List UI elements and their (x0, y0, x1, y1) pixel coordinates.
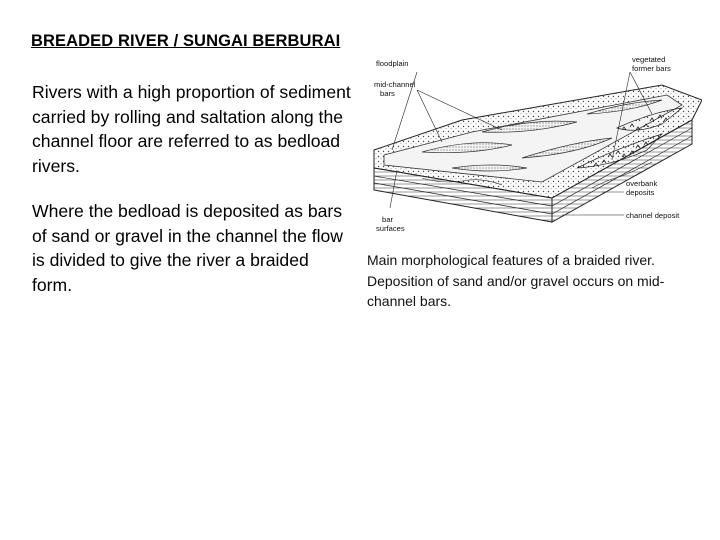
braided-river-diagram (362, 50, 702, 240)
label-bar-1: bar (382, 215, 393, 224)
label-vegetated-1: vegetated (632, 55, 666, 64)
label-overbank-1: overbank (626, 179, 658, 188)
label-vegetated-2: former bars (632, 64, 671, 73)
slide-title: BREADED RIVER / SUNGAI BERBURAI (31, 32, 341, 50)
paragraph-bedload-rivers: Rivers with a high proportion of sediment carried by rolling and saltation along the channel floor are referred to as bedload rivers. (32, 82, 351, 176)
label-mid-channel-1: mid-channel (374, 80, 416, 89)
label-bar-2: surfaces (376, 224, 405, 233)
label-mid-channel-2: bars (380, 89, 395, 98)
figure-caption: Main morphological features of a braided river. Deposition of sand and/or gravel occurs on mid-channel bars. (367, 252, 665, 310)
paragraph-braided-form: Where the bedload is deposited as bars of sand or gravel in the channel the flow is divided to give the river a braided form. (32, 201, 344, 295)
label-floodplain: floodplain (376, 59, 409, 68)
label-channel-deposit: channel deposit (626, 211, 680, 220)
label-overbank-2: deposits (626, 188, 655, 197)
